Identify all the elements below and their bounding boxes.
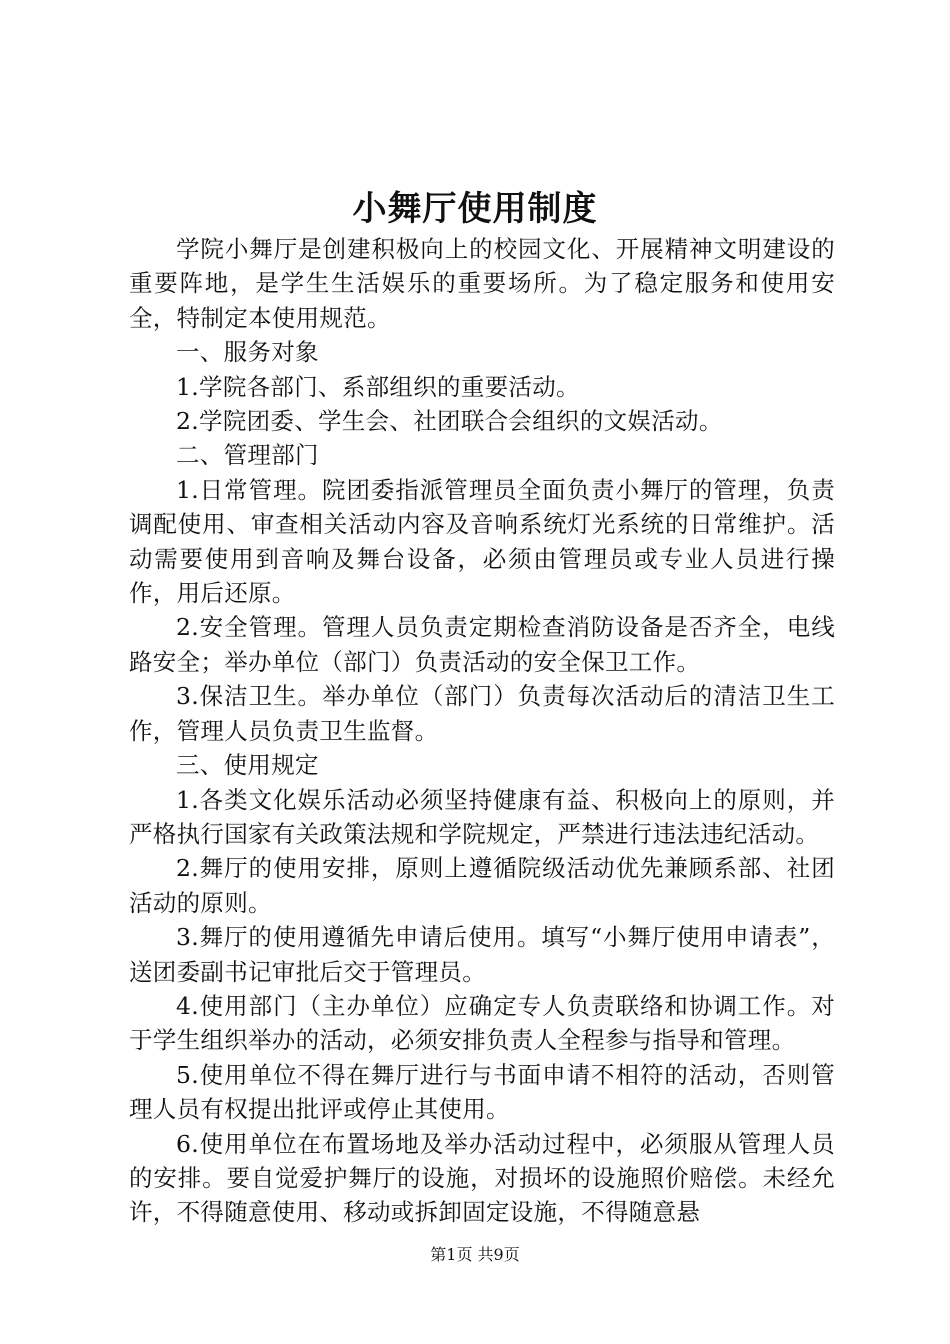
list-item: 2.安全管理。管理人员负责定期检查消防设备是否齐全，电线路安全；举办单位（部门）负责活动的安全保卫工作。 bbox=[129, 613, 835, 676]
list-item: 5.使用单位不得在舞厅进行与书面申请不相符的活动，否则管理人员有权提出批评或停止其使用。 bbox=[129, 1060, 835, 1124]
list-item: 3.舞厅的使用遵循先申请后使用。填写“小舞厅使用申请表”，送团委副书记审批后交于管理员。 bbox=[129, 923, 835, 986]
document-title: 小舞厅使用制度 bbox=[352, 189, 598, 229]
document-body bbox=[129, 232, 835, 1230]
list-item: 1.学院各部门、系部组织的重要活动。 bbox=[176, 372, 580, 401]
list-item: 1.日常管理。院团委指派管理员全面负责小舞厅的管理，负责调配使用、审查相关活动内容及音响系统灯光系统的日常维护。活动需要使用到音响及舞台设备，必须由管理员或专业人员进行操作，用后还原。 bbox=[129, 475, 835, 608]
section-heading-rules: 三、使用规定 bbox=[176, 751, 319, 780]
list-item: 2.舞厅的使用安排，原则上遵循院级活动优先兼顾系部、社团活动的原则。 bbox=[129, 854, 835, 917]
list-item: 1.各类文化娱乐活动必须坚持健康有益、积极向上的原则，并严格执行国家有关政策法规和学院规定，严禁进行违法违纪活动。 bbox=[129, 785, 835, 848]
list-item: 3.保洁卫生。举办单位（部门）负责每次活动后的清洁卫生工作，管理人员负责卫生监督。 bbox=[129, 682, 835, 745]
list-item: 2.学院团委、学生会、社团联合会组织的文娱活动。 bbox=[176, 407, 723, 436]
intro-paragraph: 学院小舞厅是创建积极向上的校园文化、开展精神文明建设的重要阵地，是学生生活娱乐的重要场所。为了稳定服务和使用安全，特制定本使用规范。 bbox=[129, 235, 835, 332]
section-heading-service: 一、服务对象 bbox=[176, 338, 319, 367]
page-number-footer: 第1页 共9页 bbox=[430, 1245, 520, 1264]
list-item: 6.使用单位在布置场地及举办活动过程中，必须服从管理人员的安排。要自觉爱护舞厅的设施，对损坏的设施照价赔偿。未经允许，不得随意使用、移动或拆卸固定设施，不得随意悬 bbox=[129, 1129, 835, 1227]
list-item: 4.使用部门（主办单位）应确定专人负责联络和协调工作。对于学生组织举办的活动，必须安排负责人全程参与指导和管理。 bbox=[129, 991, 835, 1055]
section-heading-management: 二、管理部门 bbox=[176, 441, 319, 470]
